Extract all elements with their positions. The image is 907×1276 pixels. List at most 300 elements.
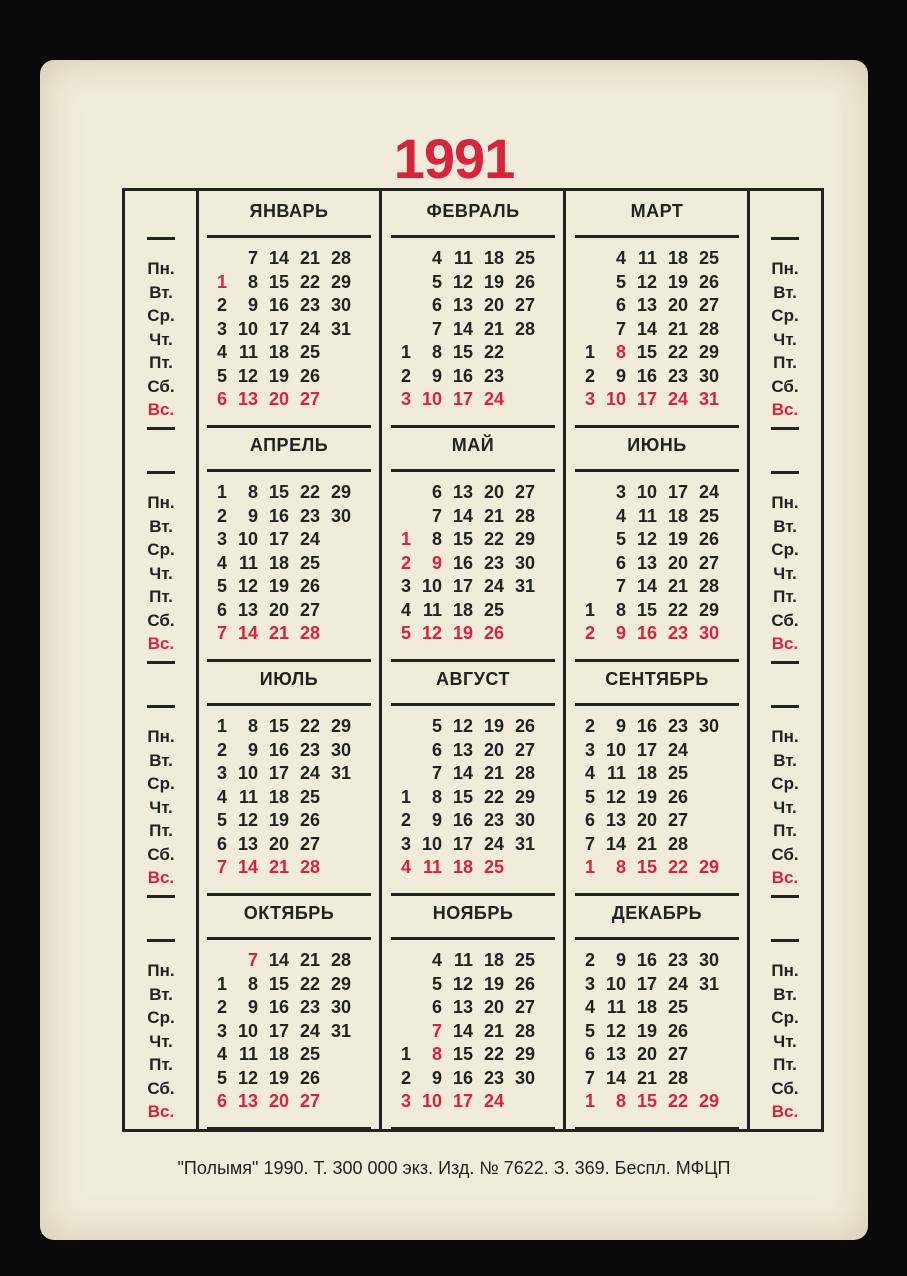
day-cell: 23 [483,810,504,830]
day-cell: 25 [299,1044,320,1064]
month-name: СЕНТЯБРЬ [605,669,709,689]
week-row [209,388,379,412]
day-cell: 20 [483,997,504,1017]
day-cell: 21 [667,576,688,596]
day-cell: 1 [400,786,411,807]
day-cell: 21 [268,857,289,877]
day-cell: 10 [421,833,442,854]
day-cell: 12 [421,623,442,643]
imprint-footer: "Полымя" 1990. Т. 300 000 экз. Изд. № 7622. З. 369. Беспл. МФЦП [177,1158,731,1178]
day-cell: 7 [584,1067,595,1088]
day-cell: 24 [483,1091,504,1111]
day-cell: 29 [698,1091,719,1111]
month-name: МАЙ [451,435,495,455]
rule [207,893,371,896]
week-row [577,739,747,763]
day-cell: 29 [698,599,719,620]
week-row [577,294,747,318]
day-cell: 3 [216,529,227,549]
day-cell: 21 [299,950,320,970]
week-row [393,318,563,342]
day-cell: 15 [636,857,657,877]
month-name: ОКТЯБРЬ [243,903,335,923]
day-cell: 4 [216,786,227,807]
week-row [209,599,379,623]
day-cell: 8 [615,599,626,620]
day-cell: 27 [698,295,719,315]
day-cell: 2 [584,623,595,643]
day-cell: 13 [605,810,626,830]
week-row [209,341,379,365]
rule [575,425,739,428]
day-cell: 15 [636,342,657,362]
day-cell: 2 [584,950,595,970]
weekday-label: Вт. [773,750,797,770]
day-cell: 16 [452,552,473,573]
week-row [577,973,747,997]
day-cell: 9 [247,997,258,1017]
day-cell: 18 [636,763,657,783]
day-cell: 31 [514,576,535,596]
week-row [577,1090,747,1114]
day-cell: 9 [247,295,258,315]
day-cell: 25 [483,599,504,620]
rule [391,469,555,472]
week-row [209,809,379,833]
day-cell: 12 [452,716,473,736]
day-cell: 16 [268,739,289,760]
week-row [393,552,563,576]
month-name: ФЕВРАЛЬ [426,201,520,221]
day-cell: 21 [667,318,688,339]
day-cell: 15 [452,786,473,807]
rule [147,1129,175,1132]
day-cell: 9 [615,623,626,643]
week-row [393,973,563,997]
day-cell: 10 [237,763,258,783]
divider [379,191,382,1129]
weekday-label: Ср. [771,540,799,559]
week-row [393,365,563,389]
weekday-label: Пн. [147,259,175,278]
week-row [577,505,747,529]
weekday-label: Пн. [147,727,175,746]
week-row [393,247,563,271]
day-cell: 17 [636,739,657,760]
day-cell: 17 [452,389,473,409]
day-cell: 30 [698,950,719,970]
weekday-label: Пт. [149,353,173,372]
weekday-label: Чт. [773,797,797,817]
day-cell: 26 [667,786,688,807]
rule [771,237,799,240]
day-cell: 20 [268,389,289,409]
day-cell: 30 [330,739,351,760]
day-cell: 26 [299,1067,320,1088]
day-cell: 26 [698,529,719,549]
weekday-label: Чт. [773,329,797,349]
day-cell: 6 [431,482,442,502]
day-cell: 7 [216,623,227,643]
day-cell: 29 [330,716,351,736]
day-cell: 8 [615,1091,626,1111]
day-cell: 10 [421,1091,442,1111]
day-cell: 23 [299,505,320,526]
day-cell: 26 [299,365,320,386]
day-cell: 3 [615,482,626,502]
weekday-label: Вс. [147,868,175,887]
day-cell: 2 [216,997,227,1017]
day-cell: 5 [584,1020,595,1041]
day-cell: 11 [238,786,258,807]
rule [575,235,739,238]
day-cell: 24 [483,833,504,854]
day-cell: 20 [268,599,289,620]
day-cell: 8 [431,529,442,549]
day-cell: 26 [514,716,535,736]
day-cell: 12 [237,810,258,830]
day-cell: 14 [237,857,258,877]
rule [771,895,799,898]
day-cell: 20 [483,739,504,760]
day-cell: 19 [667,271,688,292]
week-row [209,949,379,973]
day-cell: 18 [483,248,504,268]
day-cell: 29 [514,786,535,807]
day-cell: 18 [636,997,657,1017]
week-row [393,786,563,810]
week-row [209,528,379,552]
day-cell: 13 [605,1044,626,1064]
day-cell: 19 [268,1067,289,1088]
day-cell: 18 [483,950,504,970]
weekday-label: Пт. [773,587,797,606]
day-cell: 11 [637,505,657,526]
day-cell: 11 [453,248,473,268]
week-row [393,949,563,973]
weekday-label: Пн. [147,493,175,512]
week-row [393,294,563,318]
day-cell: 8 [247,716,258,736]
week-row [209,622,379,646]
day-cell: 28 [299,623,320,643]
day-cell: 26 [514,271,535,292]
week-row [577,1067,747,1091]
day-cell: 17 [636,973,657,994]
day-cell: 23 [667,716,688,736]
weekday-label: Сб. [771,844,799,864]
rule [147,427,175,430]
week-row [393,715,563,739]
day-cell: 14 [636,576,657,596]
weekday-label: Чт. [149,1031,173,1051]
day-cell: 6 [431,997,442,1017]
day-cell: 25 [514,248,535,268]
day-cell: 18 [667,505,688,526]
day-cell: 19 [483,716,504,736]
day-cell: 30 [330,295,351,315]
day-cell: 4 [615,248,626,268]
rule [207,937,371,940]
day-cell: 23 [483,1067,504,1088]
day-cell: 15 [268,716,289,736]
month-name: ЯНВАРЬ [249,201,329,221]
day-cell: 2 [216,295,227,315]
day-cell: 26 [698,271,719,292]
day-cell: 29 [514,529,535,549]
weekday-label: Пт. [149,821,173,840]
week-row [577,856,747,880]
week-row [577,341,747,365]
day-cell: 5 [216,1067,227,1088]
weekday-label: Пт. [773,353,797,372]
day-cell: 25 [698,248,719,268]
day-cell: 21 [636,833,657,854]
day-cell: 24 [667,739,688,760]
day-cell: 20 [483,482,504,502]
day-cell: 18 [452,857,473,877]
weekday-label: Пн. [771,493,799,512]
week-row [209,271,379,295]
day-cell: 26 [667,1020,688,1041]
week-row [393,739,563,763]
rule [207,469,371,472]
day-cell: 1 [584,599,595,620]
day-cell: 6 [584,1044,595,1064]
week-row [209,762,379,786]
day-cell: 28 [330,950,351,970]
day-cell: 16 [268,505,289,526]
weekday-label: Вс. [771,868,799,887]
rule [391,425,555,428]
day-cell: 30 [514,552,535,573]
rule [575,893,739,896]
week-row [393,1090,563,1114]
week-row [209,739,379,763]
week-row [393,809,563,833]
day-cell: 6 [615,295,626,315]
weekday-label: Пт. [773,1055,797,1074]
day-cell: 22 [299,973,320,994]
week-row [209,481,379,505]
week-row [577,481,747,505]
rule [771,1129,799,1132]
week-row [577,622,747,646]
day-cell: 18 [268,1044,289,1064]
rule [391,1127,555,1130]
day-cell: 10 [636,482,657,502]
day-cell: 11 [453,950,473,970]
day-cell: 20 [667,295,688,315]
day-cell: 9 [431,365,442,386]
day-cell: 7 [247,950,258,970]
day-cell: 13 [452,295,473,315]
day-cell: 12 [605,786,626,807]
week-row [209,1020,379,1044]
day-cell: 17 [667,482,688,502]
day-cell: 2 [584,716,595,736]
week-row [209,575,379,599]
day-cell: 14 [237,623,258,643]
day-cell: 10 [605,973,626,994]
divider [747,191,750,1129]
day-cell: 5 [400,623,411,643]
rule [391,235,555,238]
day-cell: 9 [431,552,442,573]
month-name: МАРТ [630,201,684,221]
week-row [577,949,747,973]
rule [771,939,799,942]
day-cell: 22 [483,786,504,807]
day-cell: 19 [452,623,473,643]
day-cell: 15 [452,529,473,549]
day-cell: 31 [514,833,535,854]
day-cell: 13 [636,295,657,315]
day-cell: 2 [400,365,411,386]
day-cell: 10 [421,389,442,409]
week-row [393,528,563,552]
day-cell: 14 [452,505,473,526]
day-cell: 7 [431,763,442,783]
day-cell: 1 [400,342,411,362]
day-cell: 28 [667,833,688,854]
week-row [393,622,563,646]
day-cell: 23 [299,739,320,760]
day-cell: 28 [667,1067,688,1088]
day-cell: 25 [667,763,688,783]
week-row [209,833,379,857]
rule [391,703,555,706]
day-grid [209,481,379,646]
weekday-label: Ср. [147,540,175,559]
day-cell: 19 [636,1020,657,1041]
week-row [393,271,563,295]
month-name: АВГУСТ [436,669,510,689]
day-grid [577,481,747,646]
day-cell: 25 [299,552,320,573]
day-cell: 15 [268,271,289,292]
day-grid [393,247,563,412]
day-cell: 13 [636,552,657,573]
day-cell: 31 [698,973,719,994]
day-cell: 3 [584,389,595,409]
week-row [209,318,379,342]
day-cell: 22 [299,271,320,292]
rule [575,659,739,662]
weekday-label: Вс. [771,1102,799,1121]
day-cell: 25 [483,857,504,877]
rule [771,661,799,664]
day-cell: 13 [237,833,258,854]
week-row [577,388,747,412]
day-cell: 27 [514,739,535,760]
day-cell: 13 [452,482,473,502]
weekday-label: Вс. [147,634,175,653]
day-cell: 29 [330,271,351,292]
day-cell: 21 [636,1067,657,1088]
weekday-label: Сб. [771,376,799,396]
day-cell: 2 [400,552,411,573]
day-cell: 4 [400,599,411,620]
day-cell: 1 [400,1044,411,1064]
day-cell: 6 [584,810,595,830]
day-cell: 20 [483,295,504,315]
day-cell: 28 [299,857,320,877]
day-cell: 27 [299,389,320,409]
day-cell: 19 [268,365,289,386]
day-cell: 20 [667,552,688,573]
day-cell: 31 [330,1020,351,1041]
day-cell: 29 [698,857,719,877]
day-cell: 16 [452,810,473,830]
weekday-label: Ср. [147,1008,175,1027]
weekday-label: Пн. [147,961,175,980]
rule [147,705,175,708]
day-cell: 19 [483,973,504,994]
week-row [209,1067,379,1091]
week-row [577,786,747,810]
weekday-label: Чт. [149,329,173,349]
day-cell: 14 [452,318,473,339]
day-cell: 6 [216,1091,227,1111]
day-cell: 22 [667,857,688,877]
week-row [393,762,563,786]
day-cell: 14 [452,1020,473,1041]
day-cell: 3 [400,389,411,409]
day-cell: 24 [698,482,719,502]
day-cell: 19 [268,576,289,596]
day-cell: 28 [698,318,719,339]
day-cell: 9 [247,739,258,760]
day-cell: 15 [636,599,657,620]
rule [147,471,175,474]
week-row [393,856,563,880]
day-cell: 29 [330,482,351,502]
day-cell: 9 [615,716,626,736]
rule [147,661,175,664]
day-cell: 20 [636,810,657,830]
day-cell: 9 [431,810,442,830]
day-cell: 15 [268,973,289,994]
day-cell: 1 [216,482,227,502]
day-cell: 12 [452,271,473,292]
day-cell: 25 [299,786,320,807]
day-cell: 18 [268,552,289,573]
day-cell: 25 [299,342,320,362]
day-cell: 4 [216,1044,227,1064]
day-cell: 31 [330,763,351,783]
day-cell: 28 [514,763,535,783]
day-cell: 18 [268,786,289,807]
day-cell: 5 [615,529,626,549]
day-cell: 21 [483,318,504,339]
day-cell: 10 [237,318,258,339]
day-cell: 4 [216,552,227,573]
day-cell: 12 [636,271,657,292]
day-cell: 22 [299,716,320,736]
day-cell: 13 [452,997,473,1017]
day-cell: 1 [584,857,595,877]
day-cell: 1 [400,529,411,549]
day-cell: 28 [330,248,351,268]
day-cell: 11 [238,1044,258,1064]
day-cell: 28 [514,318,535,339]
weekday-label: Ср. [771,774,799,793]
day-cell: 3 [400,1091,411,1111]
day-cell: 27 [514,997,535,1017]
day-cell: 20 [268,833,289,854]
rule [391,893,555,896]
